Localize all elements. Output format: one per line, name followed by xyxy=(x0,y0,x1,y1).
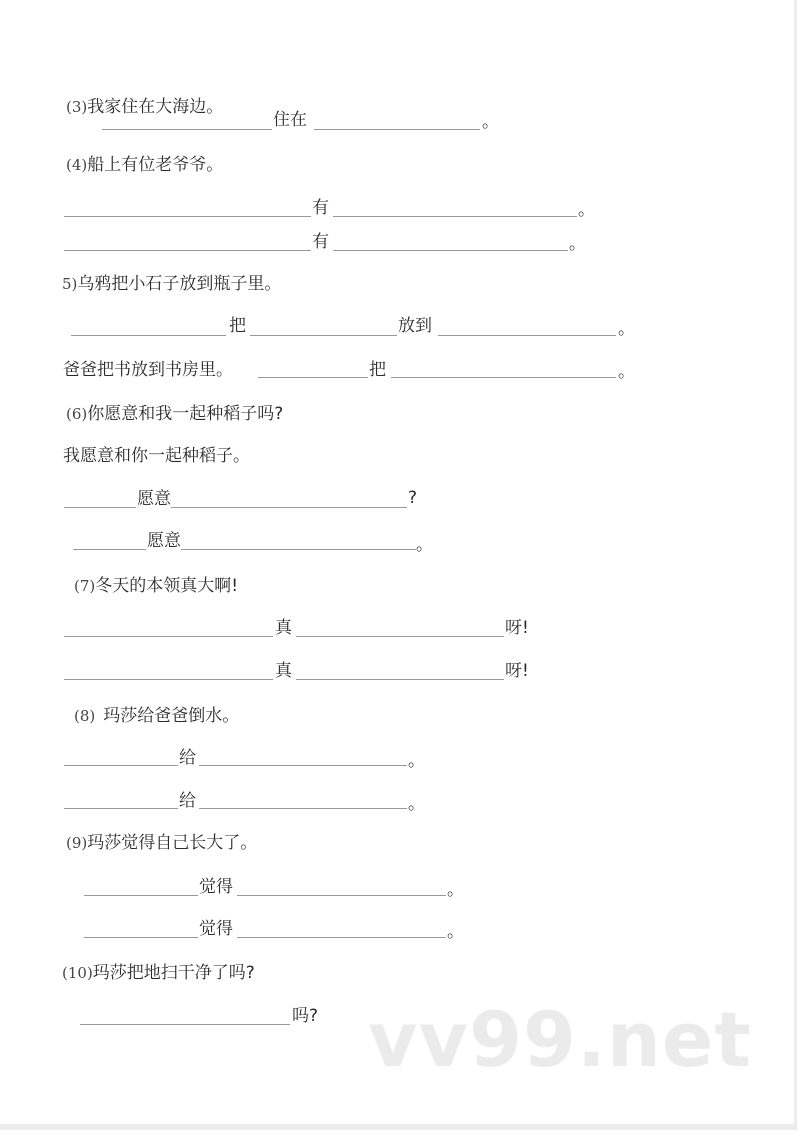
answer-blank[interactable] xyxy=(71,335,226,336)
question-text: 你愿意和我一起种稻子吗? xyxy=(87,404,284,424)
answer-blank[interactable] xyxy=(64,216,311,217)
question-number: (9) xyxy=(66,834,88,852)
answer-blank[interactable] xyxy=(250,335,397,336)
answer-blank[interactable] xyxy=(64,765,178,766)
example-sentence: 我愿意和你一起种稻子。 xyxy=(63,446,250,466)
question-3 xyxy=(66,94,223,120)
answer-blank[interactable] xyxy=(391,377,616,378)
answer-blank[interactable] xyxy=(199,765,407,766)
keyword: 放到 xyxy=(398,316,432,336)
sentence-end: 。 xyxy=(618,319,635,339)
sentence-end: 。 xyxy=(578,200,595,220)
answer-blank[interactable] xyxy=(314,129,480,130)
answer-blank[interactable] xyxy=(258,377,368,378)
keyword: 有 xyxy=(312,198,329,218)
answer-blank[interactable] xyxy=(64,808,178,809)
sentence-end: 。 xyxy=(618,362,635,382)
question-5 xyxy=(62,271,281,297)
sentence-end: 。 xyxy=(447,880,464,900)
sentence-end: 。 xyxy=(447,922,464,942)
answer-blank[interactable] xyxy=(73,549,146,550)
sentence-end: 。 xyxy=(408,751,425,771)
question-number: (10) xyxy=(62,964,93,982)
answer-blank[interactable] xyxy=(296,679,504,680)
question-number: (7) xyxy=(74,577,96,595)
answer-blank[interactable] xyxy=(64,507,136,508)
question-text: 船上有位老爷爷。 xyxy=(87,155,224,175)
question-text: 玛莎给爸爸倒水。 xyxy=(103,706,240,726)
keyword: 觉得 xyxy=(199,877,233,897)
sentence-end: 。 xyxy=(482,112,499,132)
answer-blank[interactable] xyxy=(333,216,577,217)
question-text: 冬天的本领真大啊! xyxy=(95,576,239,596)
watermark: vv99.net xyxy=(368,995,752,1084)
answer-blank[interactable] xyxy=(333,250,568,251)
sentence-end: ? xyxy=(408,488,418,508)
keyword: 住在 xyxy=(273,110,307,130)
question-number: (8) xyxy=(74,707,96,725)
keyword: 愿意 xyxy=(147,531,181,551)
sentence-end: 。 xyxy=(416,535,433,555)
answer-blank[interactable] xyxy=(80,1024,290,1025)
answer-blank[interactable] xyxy=(64,250,311,251)
answer-blank[interactable] xyxy=(84,895,198,896)
keyword: 觉得 xyxy=(199,919,233,939)
answer-blank[interactable] xyxy=(171,507,407,508)
answer-blank[interactable] xyxy=(438,335,616,336)
question-number: 5) xyxy=(62,275,78,293)
sentence-end: 呀! xyxy=(505,618,529,638)
answer-blank[interactable] xyxy=(84,937,198,938)
question-10 xyxy=(62,960,255,986)
question-number: (3) xyxy=(66,98,88,116)
keyword: 把 xyxy=(229,316,246,336)
question-number: (6) xyxy=(66,405,88,423)
question-8 xyxy=(74,703,239,729)
question-4 xyxy=(66,152,223,178)
question-number: (4) xyxy=(66,156,88,174)
answer-blank[interactable] xyxy=(296,636,504,637)
answer-blank[interactable] xyxy=(199,808,407,809)
question-7 xyxy=(74,573,238,599)
answer-blank[interactable] xyxy=(102,129,272,130)
example-sentence: 爸爸把书放到书房里。 xyxy=(63,360,233,380)
keyword: 真 xyxy=(275,618,292,638)
sentence-end: 。 xyxy=(569,234,586,254)
answer-blank[interactable] xyxy=(181,549,416,550)
keyword: 有 xyxy=(312,232,329,252)
keyword: 把 xyxy=(369,360,386,380)
keyword: 给 xyxy=(179,748,196,768)
question-text: 玛莎觉得自己长大了。 xyxy=(87,833,258,853)
answer-blank[interactable] xyxy=(237,937,446,938)
question-6 xyxy=(66,401,283,427)
question-9 xyxy=(66,830,257,856)
answer-blank[interactable] xyxy=(64,636,273,637)
keyword: 愿意 xyxy=(137,489,171,509)
answer-blank[interactable] xyxy=(64,679,273,680)
sentence-end: 吗? xyxy=(292,1006,319,1026)
sentence-end: 呀! xyxy=(505,661,529,681)
question-text: 玛莎把地扫干净了吗? xyxy=(92,963,255,983)
question-text: 我家住在大海边。 xyxy=(87,97,224,117)
sentence-end: 。 xyxy=(408,794,425,814)
keyword: 给 xyxy=(179,791,196,811)
answer-blank[interactable] xyxy=(237,895,446,896)
question-text: 乌鸦把小石子放到瓶子里。 xyxy=(77,274,282,294)
keyword: 真 xyxy=(275,661,292,681)
